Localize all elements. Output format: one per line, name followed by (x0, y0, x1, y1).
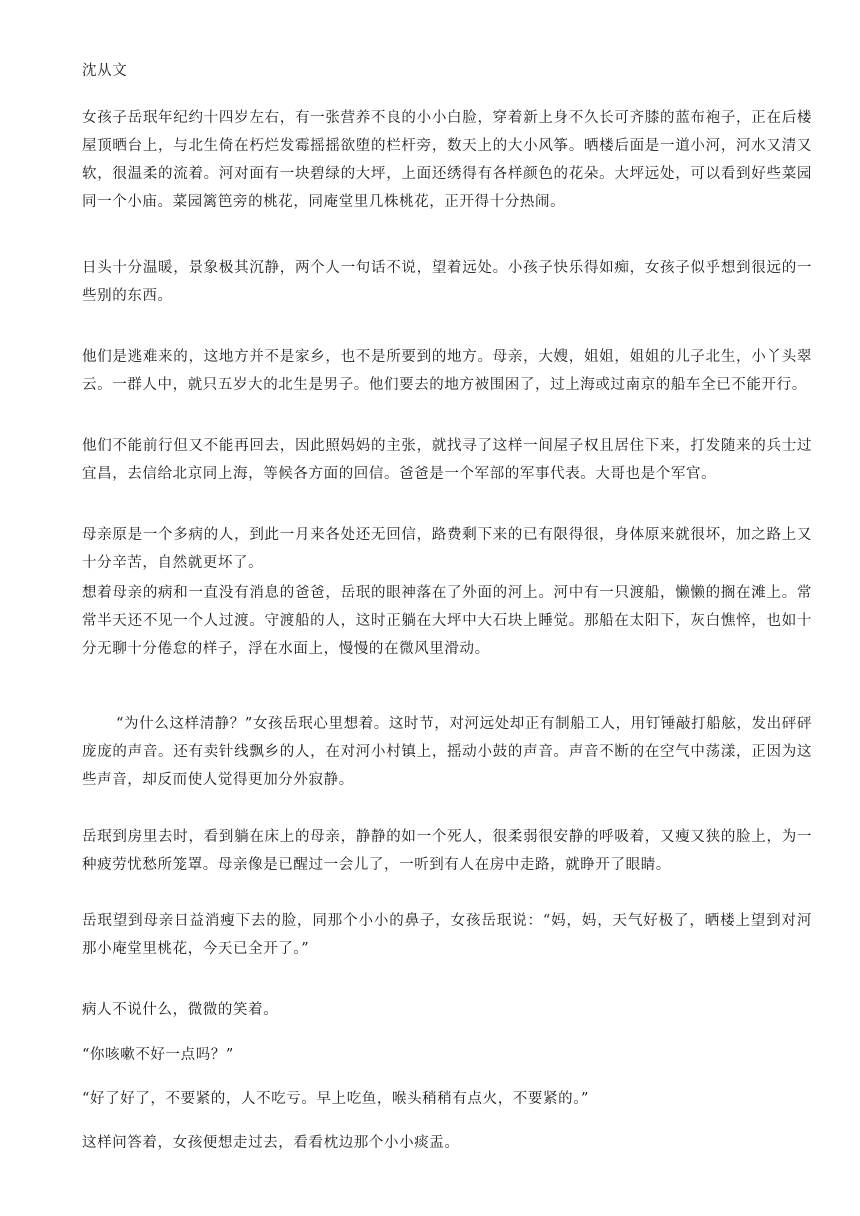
paragraph-1: 女孩子岳珉年纪约十四岁左右，有一张营养不良的小小白脸，穿着新上身不久长可齐膝的蓝布袍子，正在后楼屋顶晒台上，与北生倚在朽烂发霉摇摇欲堕的栏杆旁，数天上的大小风筝。晒楼后面是一道小河，河水又清又软，很温柔的流着。河对面有一块碧绿的大坪，上面还绣得有各样颜色的花朵。大坪远处，可以看到好些菜园同一个小庙。菜园篱笆旁的桃花，同庵堂里几株桃花，正开得十分热闹。 (82, 110, 812, 210)
paragraph-11: “你咳嗽不好一点吗？” (82, 1047, 234, 1063)
paragraph-4: 他们不能前行但又不能再回去，因此照妈妈的主张，就找寻了这样一间屋子权且居住下来，打发随来的兵士过宜昌，去信给北京同上海，等候各方面的回信。爸爸是一个军部的军事代表。大哥也是个军官。 (82, 438, 812, 482)
paragraph-5: 母亲原是一个多病的人，到此一月来各处还无回信，路费剩下来的已有限得很，身体原来就很坏，加之路上又十分辛苦，自然就更坏了。 (82, 527, 812, 571)
paragraph-3: 他们是逃难来的，这地方并不是家乡，也不是所要到的地方。母亲，大嫂，姐姐，姐姐的儿子北生，小丫头翠云。一群人中，就只五岁大的北生是男子。他们要去的地方被围困了，过上海或过南京的船车全已不能开行。 (82, 349, 812, 393)
paragraph-6: 想着母亲的病和一直没有消息的爸爸，岳珉的眼神落在了外面的河上。河中有一只渡船，懒懒的搁在滩上。常常半天还不见一个人过渡。守渡船的人，这时正躺在大坪中大石块上睡觉。那船在太阳下，灰白憔悴，也如十分无聊十分倦怠的样子，浮在水面上，慢慢的在微风里滑动。 (82, 585, 812, 657)
paragraph-2: 日头十分温暖，景象极其沉静，两个人一句话不说，望着远处。小孩子快乐得如痴，女孩子似乎想到很远的一些别的东西。 (82, 260, 812, 304)
paragraph-13: 这样问答着，女孩便想走过去，看看枕边那个小小痰盂。 (82, 1135, 460, 1151)
paragraph-12: “好了好了，不要紧的，人不吃亏。早上吃鱼，喉头稍稍有点火，不要紧的。” (82, 1091, 590, 1107)
paragraph-9: 岳珉望到母亲日益消瘦下去的脸，同那个小小的鼻子，女孩岳珉说：“妈，妈，天气好极了，晒楼上望到对河那小庵堂里桃花，今天已全开了。” (82, 913, 812, 957)
paragraph-10: 病人不说什么，微微的笑着。 (82, 1002, 279, 1018)
paragraph-7: “为什么这样清静？”女孩岳珉心里想着。这时节，对河远处却正有制船工人，用钉锤敲打船舷，发出砰砰庞庞的声音。还有卖针线飘乡的人，在对河小村镇上，摇动小鼓的声音。声音不断的在空气中荡漾，正因为这些声音，却反而使人觉得更加分外寂静。 (82, 716, 812, 788)
paragraph-8: 岳珉到房里去时，看到躺在床上的母亲，静静的如一个死人，很柔弱很安静的呼吸着，又瘦又狭的脸上，为一种疲劳忧愁所笼罩。母亲像是已醒过一会儿了，一听到有人在房中走路，就睁开了眼睛。 (82, 829, 812, 873)
author-name: 沈从文 (82, 63, 128, 79)
